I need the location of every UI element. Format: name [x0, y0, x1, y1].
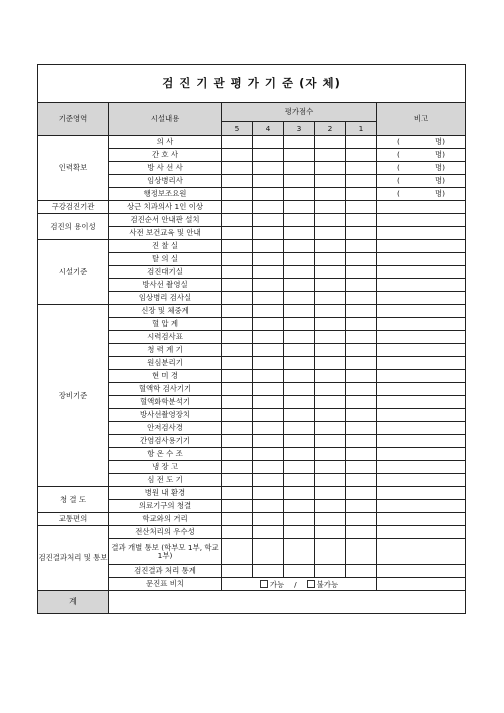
score-cell[interactable]	[253, 370, 284, 383]
score-cell[interactable]	[222, 253, 253, 266]
item-cell: 문진표 비치	[109, 578, 222, 591]
remark-cell	[377, 565, 466, 578]
score-cell[interactable]	[253, 240, 284, 253]
score-cell[interactable]	[284, 383, 315, 396]
item-cell: 시력검사표	[109, 331, 222, 344]
score-cell[interactable]	[315, 383, 346, 396]
score-cell[interactable]	[315, 513, 346, 526]
score-cell[interactable]	[346, 279, 377, 292]
score-cell[interactable]	[346, 513, 377, 526]
item-cell: 방사선촬영장치	[109, 409, 222, 422]
score-cell[interactable]	[346, 565, 377, 578]
score-cell[interactable]	[284, 461, 315, 474]
score-cell[interactable]	[253, 162, 284, 175]
score-cell[interactable]	[284, 565, 315, 578]
score-cell[interactable]	[315, 227, 346, 240]
remark-open: (	[397, 163, 400, 173]
score-cell[interactable]	[222, 266, 253, 279]
remark-cell	[377, 266, 466, 279]
remark-cell	[377, 344, 466, 357]
score-cell[interactable]	[222, 331, 253, 344]
score-cell[interactable]	[253, 149, 284, 162]
evaluation-table	[37, 64, 466, 614]
score-cell[interactable]	[222, 214, 253, 227]
category-cell: 검진의 용이성	[38, 214, 109, 240]
score-cell[interactable]	[315, 526, 346, 539]
score-cell[interactable]	[346, 435, 377, 448]
remark-cell	[377, 149, 466, 162]
item-cell: 방사선 촬영실	[109, 279, 222, 292]
score-cell[interactable]	[346, 188, 377, 201]
score-cell[interactable]	[284, 539, 315, 565]
score-cell[interactable]	[222, 383, 253, 396]
score-cell[interactable]	[253, 227, 284, 240]
total-value-cell[interactable]	[109, 591, 466, 614]
remark-cell	[377, 175, 466, 188]
score-cell[interactable]	[346, 370, 377, 383]
remark-cell	[377, 578, 466, 591]
score-cell[interactable]	[284, 474, 315, 487]
score-cell[interactable]	[284, 370, 315, 383]
score-cell[interactable]	[315, 240, 346, 253]
score-cell[interactable]	[315, 539, 346, 565]
score-cell[interactable]	[222, 539, 253, 565]
score-cell[interactable]	[222, 305, 253, 318]
category-cell: 인력확보	[38, 136, 109, 201]
score-cell[interactable]	[346, 474, 377, 487]
remark-cell	[377, 253, 466, 266]
score-cell[interactable]	[315, 318, 346, 331]
score-cell[interactable]	[222, 461, 253, 474]
score-cell[interactable]	[284, 435, 315, 448]
score-cell[interactable]	[222, 500, 253, 513]
score-cell[interactable]	[284, 422, 315, 435]
option-impossible-label: 불가능	[316, 579, 339, 589]
item-cell: 상근 치과의사 1인 이상	[109, 201, 222, 214]
score-cell[interactable]	[253, 292, 284, 305]
score-cell[interactable]	[346, 539, 377, 565]
score-cell[interactable]	[315, 266, 346, 279]
score-cell[interactable]	[284, 318, 315, 331]
remark-cell	[377, 214, 466, 227]
score-cell[interactable]	[222, 435, 253, 448]
score-cell[interactable]	[315, 253, 346, 266]
score-cell[interactable]	[284, 344, 315, 357]
score-cell[interactable]	[284, 279, 315, 292]
score-cell[interactable]	[284, 513, 315, 526]
score-cell[interactable]	[315, 409, 346, 422]
item-cell: 진 찰 실	[109, 240, 222, 253]
score-cell[interactable]	[284, 396, 315, 409]
item-cell: 결과 개별 통보 (학부모 1부, 학교 1부)	[109, 539, 222, 565]
questionnaire-options	[222, 578, 377, 591]
score-cell[interactable]	[222, 487, 253, 500]
score-cell[interactable]	[284, 500, 315, 513]
remark-cell	[377, 201, 466, 214]
remark-cell	[377, 305, 466, 318]
table-row	[38, 487, 466, 500]
score-cell[interactable]	[315, 214, 346, 227]
score-cell[interactable]	[346, 383, 377, 396]
score-cell[interactable]	[284, 214, 315, 227]
category-cell: 교통편의	[38, 513, 109, 526]
score-cell[interactable]	[253, 383, 284, 396]
score-cell[interactable]	[222, 188, 253, 201]
score-cell[interactable]	[346, 500, 377, 513]
item-cell: 혈액화학분석기	[109, 396, 222, 409]
score-cell[interactable]	[346, 448, 377, 461]
score-cell[interactable]	[253, 435, 284, 448]
score-cell[interactable]	[315, 175, 346, 188]
remark-cell	[377, 357, 466, 370]
item-cell: 안저검사경	[109, 422, 222, 435]
remark-cell	[377, 227, 466, 240]
remark-open: (	[397, 137, 400, 147]
header-category: 기준영역	[38, 103, 109, 136]
remark-cell	[377, 448, 466, 461]
remark-cell	[377, 513, 466, 526]
score-cell[interactable]	[346, 357, 377, 370]
score-cell[interactable]	[253, 461, 284, 474]
score-cell[interactable]	[222, 162, 253, 175]
score-cell[interactable]	[284, 201, 315, 214]
score-cell[interactable]	[222, 344, 253, 357]
score-cell[interactable]	[253, 526, 284, 539]
item-cell: 행정보조요원	[109, 188, 222, 201]
item-cell: 혈액학 검사기기	[109, 383, 222, 396]
table-row	[38, 240, 466, 253]
remark-cell	[377, 136, 466, 149]
item-cell: 전산처리의 우수성	[109, 526, 222, 539]
category-cell: 장비기준	[38, 305, 109, 487]
total-row	[38, 591, 466, 614]
score-cell[interactable]	[222, 409, 253, 422]
score-cell[interactable]	[253, 539, 284, 565]
score-cell[interactable]	[222, 370, 253, 383]
option-separator: /	[294, 579, 297, 589]
item-cell: 의료기구의 청결	[109, 500, 222, 513]
item-cell: 임상병리 검사실	[109, 292, 222, 305]
score-cell[interactable]	[315, 201, 346, 214]
score-cell[interactable]	[222, 292, 253, 305]
score-cell[interactable]	[284, 175, 315, 188]
score-cell[interactable]	[253, 305, 284, 318]
item-cell: 심 전 도 기	[109, 474, 222, 487]
score-cell[interactable]	[346, 526, 377, 539]
remark-cell	[377, 474, 466, 487]
score-cell[interactable]	[346, 136, 377, 149]
score-cell[interactable]	[346, 318, 377, 331]
remark-cell	[377, 370, 466, 383]
item-cell: 검진대기실	[109, 266, 222, 279]
remark-cell	[377, 318, 466, 331]
score-cell[interactable]	[284, 253, 315, 266]
score-cell[interactable]	[222, 318, 253, 331]
score-cell[interactable]	[284, 331, 315, 344]
score-cell[interactable]	[222, 448, 253, 461]
remark-cell	[377, 240, 466, 253]
score-cell[interactable]	[346, 227, 377, 240]
item-cell: 탈 의 실	[109, 253, 222, 266]
score-cell[interactable]	[284, 149, 315, 162]
table-row	[38, 305, 466, 318]
category-cell: 시설기준	[38, 240, 109, 305]
score-cell[interactable]	[253, 448, 284, 461]
score-cell[interactable]	[284, 305, 315, 318]
option-possible-label: 가능	[269, 579, 285, 589]
item-cell: 의 사	[109, 136, 222, 149]
remark-cell	[377, 422, 466, 435]
score-cell[interactable]	[346, 409, 377, 422]
score-cell[interactable]	[315, 149, 346, 162]
score-cell[interactable]	[346, 396, 377, 409]
score-cell[interactable]	[315, 487, 346, 500]
score-cell[interactable]	[253, 201, 284, 214]
score-cell[interactable]	[222, 227, 253, 240]
score-cell[interactable]	[284, 136, 315, 149]
total-label: 계	[38, 591, 109, 614]
score-5-header: 5	[222, 122, 253, 136]
score-cell[interactable]	[346, 175, 377, 188]
score-cell[interactable]	[315, 435, 346, 448]
score-cell[interactable]	[253, 136, 284, 149]
item-cell: 간염검사용기기	[109, 435, 222, 448]
item-cell: 원심분리기	[109, 357, 222, 370]
table-row	[38, 526, 466, 539]
score-cell[interactable]	[346, 253, 377, 266]
score-cell[interactable]	[253, 422, 284, 435]
score-cell[interactable]	[346, 461, 377, 474]
remark-cell	[377, 487, 466, 500]
score-cell[interactable]	[222, 201, 253, 214]
score-cell[interactable]	[284, 188, 315, 201]
score-cell[interactable]	[284, 162, 315, 175]
item-cell: 검진결과 처리 통계	[109, 565, 222, 578]
remark-cell	[377, 383, 466, 396]
score-cell[interactable]	[284, 357, 315, 370]
table-row	[38, 136, 466, 149]
score-cell[interactable]	[346, 422, 377, 435]
score-cell[interactable]	[346, 487, 377, 500]
score-cell[interactable]	[222, 175, 253, 188]
score-cell[interactable]	[222, 396, 253, 409]
score-1-header: 1	[346, 122, 377, 136]
remark-cell	[377, 461, 466, 474]
item-cell: 냉 장 고	[109, 461, 222, 474]
item-cell: 현 미 경	[109, 370, 222, 383]
score-cell[interactable]	[284, 409, 315, 422]
score-cell[interactable]	[222, 513, 253, 526]
checkbox-impossible[interactable]	[307, 580, 315, 588]
item-cell: 사전 보건교육 및 안내	[109, 227, 222, 240]
item-cell: 청 력 계 기	[109, 344, 222, 357]
score-cell[interactable]	[315, 448, 346, 461]
score-cell[interactable]	[284, 240, 315, 253]
header-remark: 비고	[377, 103, 466, 136]
header-item: 시설내용	[109, 103, 222, 136]
score-cell[interactable]	[253, 253, 284, 266]
document-title: 검 진 기 관 평 가 기 준 (자 체)	[38, 65, 466, 103]
item-cell: 간 호 사	[109, 149, 222, 162]
score-3-header: 3	[284, 122, 315, 136]
remark-cell	[377, 292, 466, 305]
remark-cell	[377, 188, 466, 201]
score-cell[interactable]	[284, 487, 315, 500]
header-score: 평가점수	[222, 103, 377, 122]
remark-unit: 명)	[434, 150, 445, 160]
score-cell[interactable]	[315, 305, 346, 318]
item-cell: 항 온 수 조	[109, 448, 222, 461]
remark-open: (	[397, 189, 400, 199]
score-cell[interactable]	[222, 422, 253, 435]
score-cell[interactable]	[315, 370, 346, 383]
score-cell[interactable]	[284, 266, 315, 279]
score-cell[interactable]	[346, 214, 377, 227]
score-cell[interactable]	[222, 565, 253, 578]
category-cell: 구강검진기관	[38, 201, 109, 214]
score-cell[interactable]	[315, 461, 346, 474]
score-cell[interactable]	[315, 357, 346, 370]
remark-open: (	[397, 150, 400, 160]
score-cell[interactable]	[346, 149, 377, 162]
item-cell: 방 사 선 사	[109, 162, 222, 175]
score-cell[interactable]	[315, 188, 346, 201]
score-cell[interactable]	[315, 565, 346, 578]
score-cell[interactable]	[315, 136, 346, 149]
score-cell[interactable]	[253, 331, 284, 344]
score-cell[interactable]	[315, 474, 346, 487]
remark-unit: 명)	[434, 189, 445, 199]
item-cell: 병원 내 환경	[109, 487, 222, 500]
remark-cell	[377, 396, 466, 409]
category-cell: 검진결과처리 및 통보	[38, 526, 109, 591]
score-cell[interactable]	[253, 344, 284, 357]
score-cell[interactable]	[253, 500, 284, 513]
remark-cell	[377, 162, 466, 175]
remark-cell	[377, 526, 466, 539]
score-cell[interactable]	[346, 344, 377, 357]
score-cell[interactable]	[346, 292, 377, 305]
score-cell[interactable]	[253, 357, 284, 370]
item-cell: 신장 및 체중계	[109, 305, 222, 318]
score-cell[interactable]	[315, 422, 346, 435]
score-cell[interactable]	[346, 201, 377, 214]
score-cell[interactable]	[346, 240, 377, 253]
remark-cell	[377, 539, 466, 565]
item-cell: 혈 압 계	[109, 318, 222, 331]
score-cell[interactable]	[253, 487, 284, 500]
score-cell[interactable]	[253, 513, 284, 526]
score-cell[interactable]	[222, 149, 253, 162]
score-cell[interactable]	[222, 357, 253, 370]
remark-unit: 명)	[434, 163, 445, 173]
table-row	[38, 513, 466, 526]
score-cell[interactable]	[222, 474, 253, 487]
score-cell[interactable]	[315, 292, 346, 305]
item-cell: 검진순서 안내판 설치	[109, 214, 222, 227]
score-cell[interactable]	[253, 474, 284, 487]
score-2-header: 2	[315, 122, 346, 136]
score-cell[interactable]	[253, 396, 284, 409]
remark-cell	[377, 409, 466, 422]
score-cell[interactable]	[284, 448, 315, 461]
score-cell[interactable]	[284, 292, 315, 305]
remark-cell	[377, 279, 466, 292]
score-4-header: 4	[253, 122, 284, 136]
remark-unit: 명)	[434, 176, 445, 186]
score-cell[interactable]	[253, 214, 284, 227]
score-cell[interactable]	[315, 331, 346, 344]
score-cell[interactable]	[253, 279, 284, 292]
score-cell[interactable]	[346, 331, 377, 344]
remark-cell	[377, 500, 466, 513]
score-cell[interactable]	[253, 318, 284, 331]
remark-open: (	[397, 176, 400, 186]
score-cell[interactable]	[315, 279, 346, 292]
score-cell[interactable]	[284, 227, 315, 240]
score-cell[interactable]	[346, 305, 377, 318]
score-cell[interactable]	[346, 266, 377, 279]
score-cell[interactable]	[253, 565, 284, 578]
score-cell[interactable]	[346, 162, 377, 175]
category-cell: 청 결 도	[38, 487, 109, 513]
score-cell[interactable]	[253, 266, 284, 279]
score-cell[interactable]	[315, 500, 346, 513]
score-cell[interactable]	[222, 136, 253, 149]
item-cell: 학교와의 거리	[109, 513, 222, 526]
score-cell[interactable]	[222, 526, 253, 539]
checkbox-possible[interactable]	[260, 580, 268, 588]
table-row	[38, 214, 466, 227]
remark-cell	[377, 435, 466, 448]
item-cell: 임상병리사	[109, 175, 222, 188]
score-cell[interactable]	[253, 409, 284, 422]
table-row	[38, 201, 466, 214]
remark-unit: 명)	[434, 137, 445, 147]
remark-cell	[377, 331, 466, 344]
score-cell[interactable]	[284, 526, 315, 539]
score-cell[interactable]	[253, 175, 284, 188]
score-cell[interactable]	[253, 188, 284, 201]
score-cell[interactable]	[315, 396, 346, 409]
score-cell[interactable]	[315, 162, 346, 175]
score-cell[interactable]	[222, 279, 253, 292]
score-cell[interactable]	[222, 240, 253, 253]
score-cell[interactable]	[315, 344, 346, 357]
